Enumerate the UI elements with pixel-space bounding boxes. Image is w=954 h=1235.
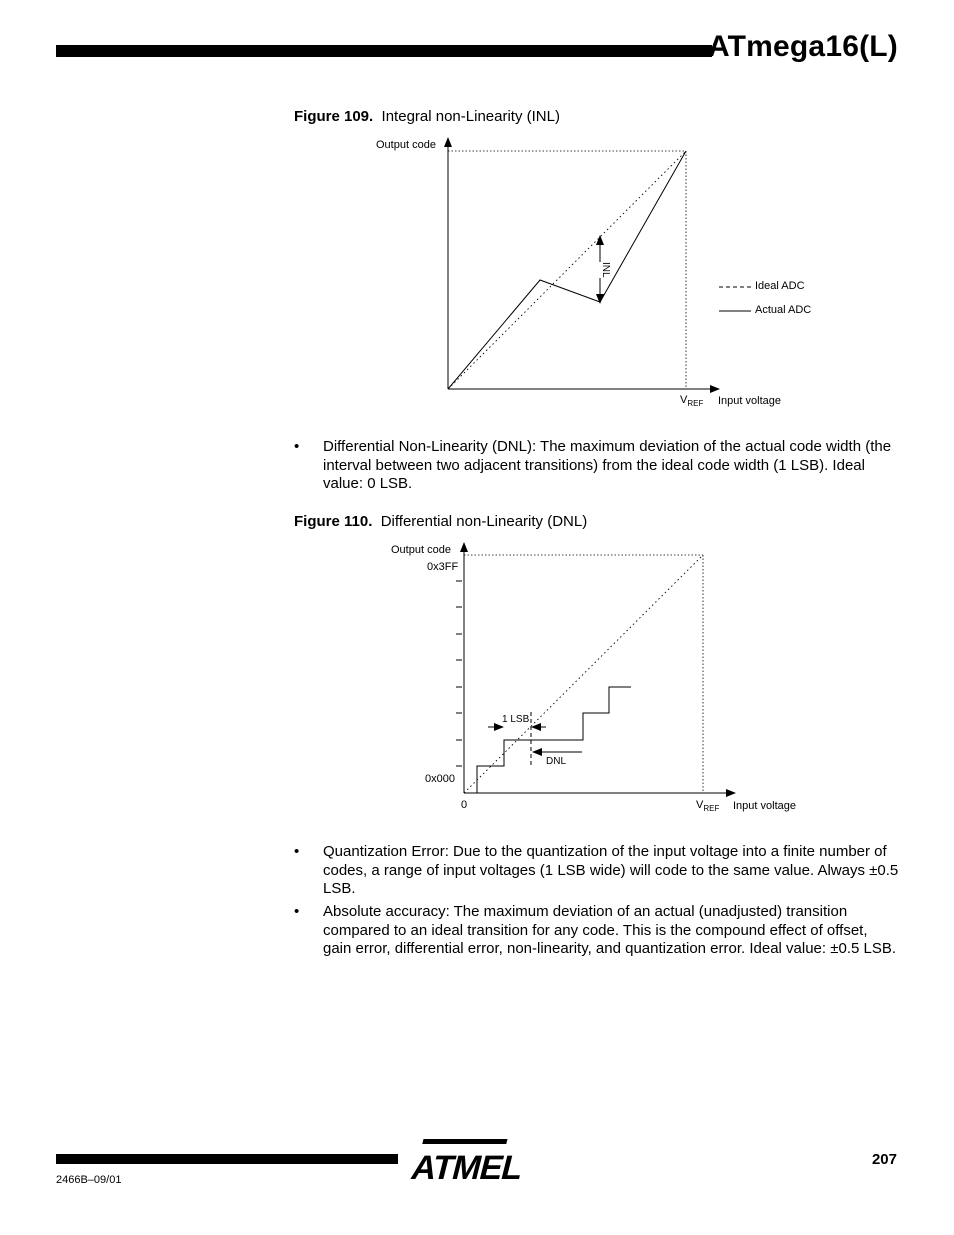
- bullet-absolute-accuracy: [294, 903, 900, 959]
- bullet-dot: •: [294, 903, 300, 920]
- dnl-x-origin-label: 0: [461, 799, 468, 811]
- inl-label: INL: [600, 262, 611, 278]
- dnl-y-top-label: 0x3FF: [427, 561, 459, 573]
- legend-ideal-label: Ideal ADC: [755, 280, 805, 292]
- lsb-label: 1 LSB: [502, 714, 530, 725]
- dnl-label: DNL: [546, 756, 567, 767]
- bullet-dot: •: [294, 438, 300, 455]
- bullet-dnl-text: Differential Non-Linearity (DNL): The maximum deviation of the actual code width (the interval between two adjacent transitions) from the ideal code width (1 LSB). Ideal value: 0 LSB.: [323, 438, 892, 492]
- dnl-y-ticks: [456, 581, 462, 766]
- figure-109-title: Integral non-Linearity (INL): [381, 108, 560, 125]
- footer-rule: [56, 1154, 398, 1164]
- bullet-quantization-text: Quantization Error: Due to the quantization of the input voltage into a finite number of codes, a range of input voltages (1 LSB wide) will code to the same value. Always ±0.5 LSB.: [323, 843, 899, 897]
- inl-x-axis-label: Input voltage: [718, 395, 781, 407]
- bullet-quantization: [294, 843, 900, 899]
- inl-vref-label: $V_{REF}$: [680, 394, 704, 408]
- page-number: 207: [871, 1151, 897, 1168]
- atmel-logo: [407, 1137, 527, 1187]
- dnl-x-axis-label: Input voltage: [733, 800, 796, 812]
- figure-110-label: Figure 110.: [294, 513, 373, 530]
- bullet-absolute-accuracy-text: Absolute accuracy: The maximum deviation of an actual (unadjusted) transition compared to an ideal transition for any code. This is the compound effect of offset, gain error, differential error, non-linearity, and quantization error. Ideal value: ±0.5 LSB.: [323, 903, 897, 957]
- legend-actual-label: Actual ADC: [755, 304, 812, 316]
- dnl-vref-label: $V_{REF}$: [696, 799, 720, 813]
- figure-110-title: Differential non-Linearity (DNL): [380, 513, 588, 530]
- page-title: ATmega16(L): [707, 30, 898, 63]
- dnl-y-bottom-label: 0x000: [425, 773, 455, 785]
- dnl-ideal-line: [464, 555, 703, 793]
- inl-y-axis-label: Output code: [376, 139, 436, 151]
- bullet-dot: •: [294, 843, 300, 860]
- dnl-y-axis-label: Output code: [391, 544, 451, 556]
- figure-109-label: Figure 109.: [294, 108, 374, 125]
- svg-text:ATMEL: ATMEL: [407, 1149, 527, 1187]
- document-code: 2466B–09/01: [56, 1174, 122, 1186]
